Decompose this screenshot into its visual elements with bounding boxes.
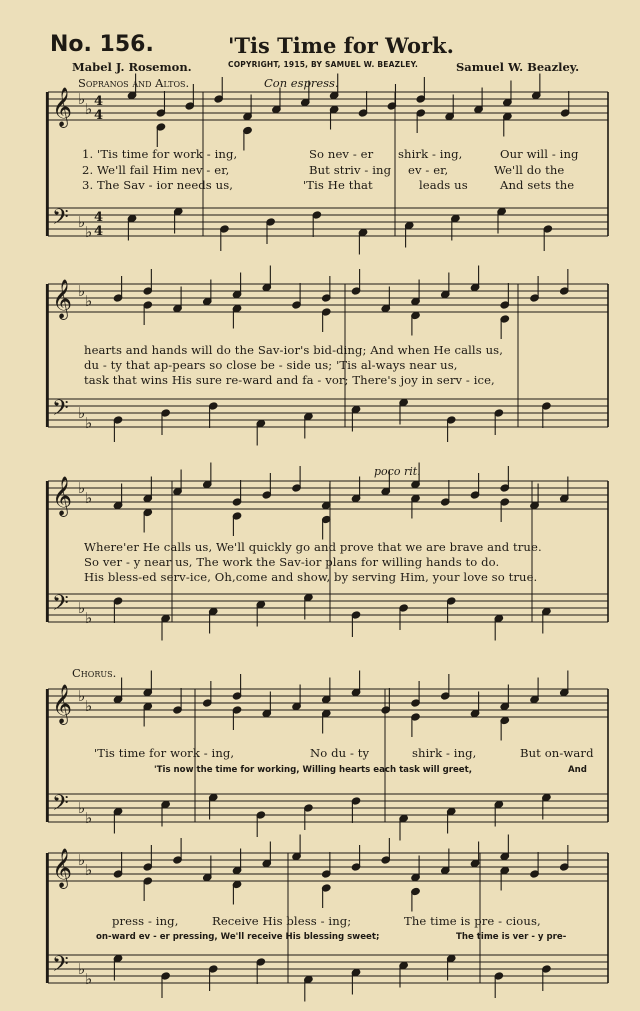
verse-3-part-a: 3. The Sav - ior needs us, bbox=[82, 178, 234, 192]
verse-1-line-3: Where'er He calls us, We'll quickly go and prove that we are brave and true. bbox=[84, 540, 542, 554]
chorus-1-upper-c: shirk - ing, bbox=[412, 746, 477, 760]
verse-1-part-b: So nev - er bbox=[309, 147, 374, 161]
flat-icon: ♭ bbox=[78, 213, 86, 231]
verse-3-part-c: leads us bbox=[419, 178, 468, 192]
bass-clef-icon: 𝄢 bbox=[52, 205, 69, 235]
flat-icon: ♭ bbox=[78, 599, 86, 617]
voice-part-label: Sopranos and Altos. bbox=[78, 76, 190, 90]
verse-3-part-d: And sets the bbox=[500, 178, 575, 192]
flat-icon: ♭ bbox=[78, 404, 86, 422]
verse-2-line-2: du - ty that ap-pears so close be - side us; 'Tis al-ways near us, bbox=[84, 358, 458, 372]
flat-icon: ♭ bbox=[78, 479, 86, 497]
flat-icon: ♭ bbox=[85, 970, 93, 988]
bass-clef-icon: 𝄢 bbox=[52, 791, 69, 821]
verse-2-part-c: ev - er, bbox=[408, 163, 449, 177]
chorus-1-upper-d: But on-ward bbox=[520, 746, 594, 760]
flat-icon: ♭ bbox=[78, 851, 86, 869]
treble-clef-icon: 𝄞 bbox=[52, 279, 73, 319]
verse-1-line-2: hearts and hands will do the Sav-ior's bid-ding; And when He calls us, bbox=[84, 343, 503, 357]
composer-credit: Samuel W. Beazley. bbox=[456, 60, 580, 74]
flat-icon: ♭ bbox=[85, 809, 93, 827]
flat-icon: ♭ bbox=[78, 960, 86, 978]
chorus-2-lower-end: The time is ver - y pre- bbox=[456, 932, 567, 942]
treble-clef-icon: 𝄞 bbox=[52, 87, 73, 127]
expression-marking: Con espress. bbox=[264, 76, 339, 90]
flat-icon: ♭ bbox=[85, 292, 93, 310]
hymn-number: No. 156. bbox=[50, 32, 154, 57]
verse-3-line-3: His bless-ed serv-ice, Oh,come and show, by serving Him, your love so true. bbox=[84, 570, 538, 584]
flat-icon: ♭ bbox=[78, 799, 86, 817]
time-signature: 4 bbox=[94, 210, 104, 225]
time-signature: 4 bbox=[94, 224, 104, 239]
verse-2-part-a: 2. We'll fail Him nev - er, bbox=[82, 163, 230, 177]
verse-2-line-3: So ver - y near us, The work the Sav-ior plans for willing hands to do. bbox=[84, 555, 500, 569]
treble-clef-icon: 𝄞 bbox=[52, 476, 73, 516]
chorus-2-upper-b: Receive His bless - ing; bbox=[212, 914, 352, 928]
chorus-1-upper-a: 'Tis time for work - ing, bbox=[94, 746, 235, 760]
bass-clef-icon: 𝄢 bbox=[52, 396, 69, 426]
flat-icon: ♭ bbox=[85, 223, 93, 241]
flat-icon: ♭ bbox=[78, 687, 86, 705]
treble-clef-icon: 𝄞 bbox=[52, 684, 73, 724]
author-credit: Mabel J. Rosemon. bbox=[72, 60, 192, 74]
chorus-2-lower: on-ward ev - er pressing, We'll receive His blessing sweet; bbox=[96, 932, 380, 942]
chorus-label: Chorus. bbox=[72, 666, 117, 680]
chorus-1-lower-end: And bbox=[568, 765, 587, 775]
chorus-2-upper-a: press - ing, bbox=[112, 914, 179, 928]
hymn-title: 'Tis Time for Work. bbox=[228, 33, 454, 58]
time-signature: 4 bbox=[94, 94, 104, 109]
flat-icon: ♭ bbox=[85, 861, 93, 879]
chorus-2-upper-c: The time is pre - cious, bbox=[404, 914, 541, 928]
chorus-1-upper-b: No du - ty bbox=[310, 746, 370, 760]
verse-3-part-b: 'Tis He that bbox=[303, 178, 373, 192]
verse-1-part-a: 1. 'Tis time for work - ing, bbox=[82, 147, 238, 161]
flat-icon: ♭ bbox=[85, 609, 93, 627]
bass-clef-icon: 𝄢 bbox=[52, 591, 69, 621]
flat-icon: ♭ bbox=[78, 282, 86, 300]
bass-clef-icon: 𝄢 bbox=[52, 952, 69, 982]
flat-icon: ♭ bbox=[85, 414, 93, 432]
treble-clef-icon: 𝄞 bbox=[52, 848, 73, 888]
flat-icon: ♭ bbox=[85, 100, 93, 118]
time-signature: 4 bbox=[94, 108, 104, 123]
verse-3-line-2: task that wins His sure re-ward and fa - vor; There's joy in serv - ice, bbox=[84, 373, 495, 387]
flat-icon: ♭ bbox=[85, 697, 93, 715]
verse-2-part-b: But striv - ing bbox=[309, 163, 392, 177]
verse-2-part-d: We'll do the bbox=[494, 163, 565, 177]
verse-1-part-c: shirk - ing, bbox=[398, 147, 463, 161]
flat-icon: ♭ bbox=[78, 90, 86, 108]
chorus-1-lower: 'Tis now the time for working, Willing hearts each task will greet, bbox=[154, 765, 472, 775]
poco-rit-marking: poco rit. bbox=[374, 465, 421, 478]
verse-1-part-d: Our will - ing bbox=[500, 147, 579, 161]
copyright-notice: COPYRIGHT, 1915, BY SAMUEL W. BEAZLEY. bbox=[228, 60, 419, 69]
flat-icon: ♭ bbox=[85, 489, 93, 507]
